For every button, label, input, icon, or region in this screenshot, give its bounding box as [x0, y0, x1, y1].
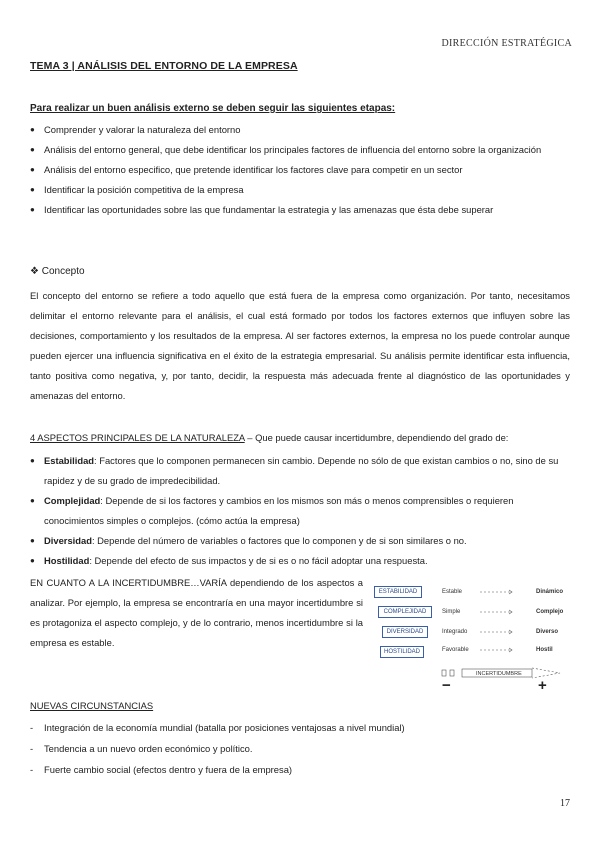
aspect-desc: : Depende del número de variables o factores que lo componen y de si son similares o no.: [91, 535, 467, 546]
diagram-box-estabilidad: ESTABILIDAD: [374, 586, 422, 598]
aspect-desc: : Depende de si los factores y cambios en los mismos son más o menos comprensibles o requieren conocimientos simples o complejos. (cómo actúa la empresa): [44, 495, 514, 526]
list-item: ● Análisis del entorno especifico, que pretende identificar los factores clave para competir en un sector: [30, 160, 575, 180]
diagram-box-hostilidad: HOSTILIDAD: [380, 646, 424, 658]
list-item: [30, 491, 575, 531]
concept-paragraph: El concepto del entorno se refiere a todo aquello que está fuera de la empresa como organización. Por tanto, necesitamos delimitar el entorno relevante para el análisis, el cual está formado por todos los factores externos que influyen sobre las decisiones, comportamiento y los resultados de la empresa. Al ser factores externos, la empresa no los puede controlar aunque pueden ejercer una influencia significativa en el éxito de la estrategia empresarial. Su análisis permite identificar esta influencia, tanto positiva como negativa, y, por tanto, decidir, la respuesta más adecuada frente al diagnóstico de las oportunidades y amenazas del entorno.: [30, 290, 570, 401]
diagram-right-label: Dinámico: [536, 589, 564, 595]
list-item: ● Identificar las oportunidades sobre las que fundamentar la estrategia y las amenazas que ésta debe superar: [30, 200, 575, 220]
list-item: - Fuerte cambio social (efectos dentro y fuera de la empresa): [30, 759, 575, 780]
axis-label: INCERTIDUMBRE: [476, 671, 522, 677]
axis-start-marker: [450, 670, 454, 676]
list-item: - Tendencia a un nuevo orden económico y político.: [30, 738, 575, 759]
diagram-left-label: Estable: [442, 589, 463, 595]
diagram-right-label: Complejo: [536, 609, 564, 615]
list-item: [30, 451, 575, 491]
new-circumstances-list: [30, 717, 575, 780]
diagram-box-diversidad: DIVERSIDAD: [382, 626, 428, 638]
list-item: ● Análisis del entorno general, que debe identificar los principales factores de influencia del entorno sobre la organización: [30, 140, 575, 160]
plus-sign: +: [538, 677, 547, 694]
stages-heading: Para realizar un buen análisis externo se deben seguir las siguientes etapas:: [30, 103, 396, 114]
diagram-right-label: Hostil: [536, 647, 553, 653]
new-circumstances-heading: NUEVAS CIRCUNSTANCIAS: [30, 700, 154, 711]
aspect-term: Diversidad: [44, 535, 92, 546]
aspect-desc: : Factores que lo componen permanecen sin cambio. Depende no sólo de que existan cambios o no, sino de su rapidez y de su grado de impredecibilidad.: [44, 455, 559, 486]
list-item: ● Comprender y valorar la naturaleza del entorno: [30, 120, 575, 140]
list-item: [30, 551, 575, 571]
uncertainty-paragraph: EN CUANTO A LA INCERTIDUMBRE…VARÍA dependiendo de los aspectos a analizar. Por ejemplo, la empresa se encontraría en una mayor incertidumbre si es protagoniza el aspecto complejo, y de lo contrario, menos incertidumbre si la empresa es estable.: [30, 577, 363, 648]
diagram-left-label: Favorable: [442, 647, 469, 653]
aspects-list: [30, 451, 575, 571]
aspects-heading-title: 4 ASPECTOS PRINCIPALES DE LA NATURALEZA: [30, 432, 245, 443]
aspects-heading: [30, 432, 508, 443]
axis-start-marker: [442, 670, 446, 676]
aspect-term: Estabilidad: [44, 455, 95, 466]
running-header: DIRECCIÓN ESTRATÉGICA: [441, 38, 572, 49]
uncertainty-diagram: [374, 584, 574, 700]
diagram-left-label: Simple: [442, 609, 461, 615]
diagram-left-label: Integrado: [442, 629, 468, 635]
page-title: TEMA 3 | ANÁLISIS DEL ENTORNO DE LA EMPRESA: [30, 60, 298, 72]
aspect-term: Complejidad: [44, 495, 101, 506]
aspect-desc: : Depende del efecto de sus impactos y de si es o no fácil adoptar una respuesta.: [89, 555, 428, 566]
page-number: 17: [560, 798, 570, 809]
minus-sign: −: [442, 677, 451, 694]
aspects-heading-rest: – Que puede causar incertidumbre, dependiendo del grado de:: [244, 432, 509, 443]
list-item: - Integración de la economía mundial (batalla por posiciones ventajosas a nivel mundial): [30, 717, 575, 738]
concept-heading: ❖ Concepto: [30, 266, 85, 277]
aspect-term: Hostilidad: [44, 555, 90, 566]
list-item: ● Identificar la posición competitiva de la empresa: [30, 180, 575, 200]
diagram-right-label: Diverso: [536, 629, 559, 635]
list-item: [30, 531, 575, 551]
diagram-box-complejidad: COMPLEJIDAD: [378, 606, 432, 618]
stages-list: [30, 120, 575, 220]
